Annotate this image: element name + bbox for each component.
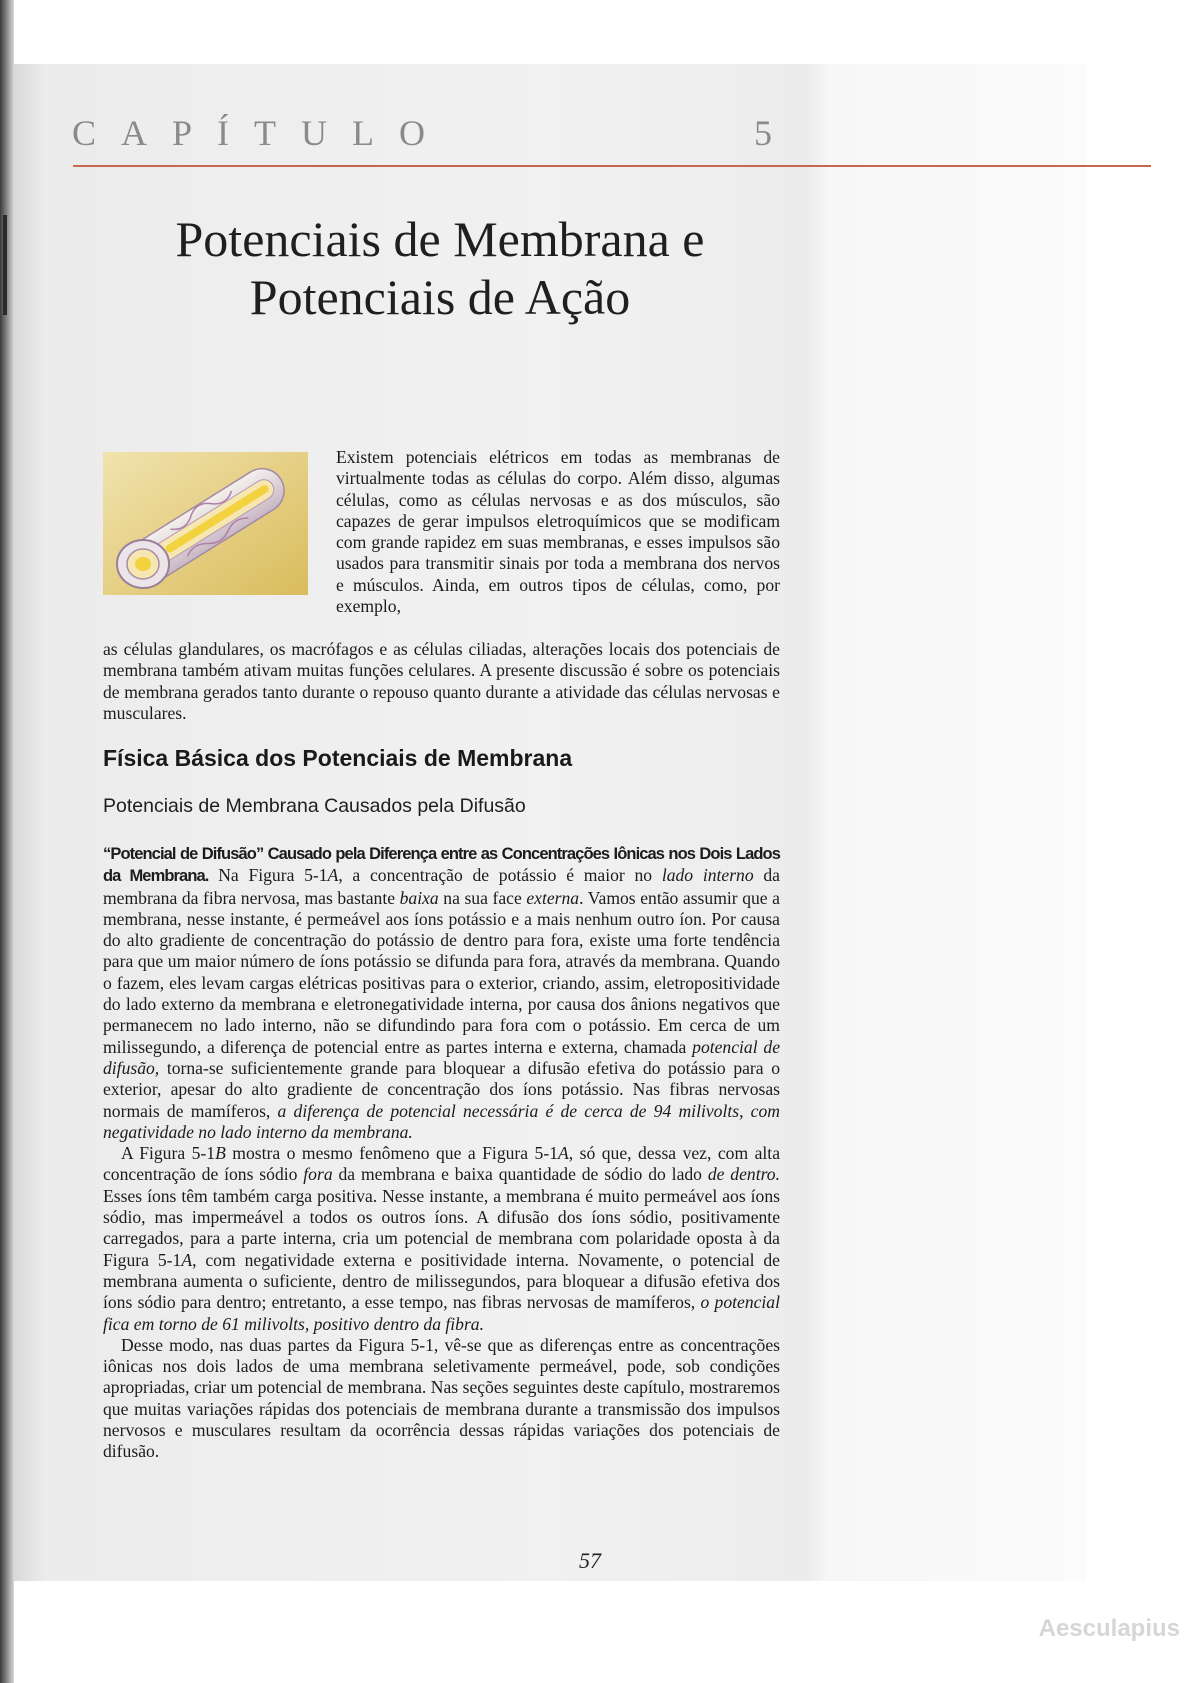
italic-span: fora [303, 1164, 333, 1185]
italic-span: potencial de difusão, [103, 1036, 780, 1078]
italic-span: A [327, 865, 339, 886]
text-span: da membrana da fibra nervosa, mas bastante [103, 865, 780, 908]
text-span: , só que, dessa vez, com alta concentração de íons sódio [103, 1143, 781, 1185]
paragraph-sodium [103, 1143, 780, 1335]
text-span: Na Figura 5-1 [208, 865, 328, 886]
chapter-rule [73, 165, 1151, 167]
chapter-word: CAPÍTULO [72, 113, 450, 153]
paragraph-summary: Desse modo, nas duas partes da Figura 5-1, vê-se que as diferenças entre as concentrações iônicas nos dois lados de uma membrana seletivamente permeável, pode, sob condições apropriadas, criar um potencial de membrana. Nas seções seguintes deste capítulo, mostraremos que muitas variações rápidas dos potenciais de membrana durante a transmissão dos impulsos nervosos e musculares resultam da ocorrência dessas rápidas variações dos potenciais de difusão. [103, 1334, 780, 1462]
text-span: , com negatividade externa e positividade interna. Novamente, o potencial de membrana aumenta o suficiente, dentro de milissegundos, para bloquear a difusão efetiva dos íons sódio para dentro; entretanto, a esse tempo, nas fibras nervosas de mamíferos, [103, 1249, 780, 1313]
italic-span: A [181, 1249, 193, 1270]
scan-edge-mark [3, 215, 7, 315]
text-span: . Vamos então assumir que a membrana, nesse instante, é permeável aos íons potássio e a mais nenhum outro íon. Por causa do alto gradiente de concentração do potássio de dentro para fora, existe uma forte tendência para que um maior número de íons potássio se difunda para fora, através da membrana. Quando o fazem, eles levam cargas elétricas positivas para o exterior, criando, assim, eletropositividade do lado externo da membrana e eletronegatividade interna, por causa dos ânions negativos que permanecem no lado interno, não se difundindo para fora com o potássio. Em cerca de um milissegundo, a diferença de potencial entre as partes interna e externa, chamada [103, 887, 780, 1057]
italic-span: externa [526, 887, 580, 908]
text-span: torna-se suficientemente grande para bloquear a difusão efetiva do potássio para o exterior, apesar do alto gradiente de concentração dos íons potássio. Nas fibras nervosas normais de mamíferos, [103, 1057, 780, 1121]
intro-side-text: Existem potenciais elétricos em todas as membranas de virtualmente todas as células do corpo. Além disso, algumas células, como as células nervosas e as dos músculos, são capazes de gerar impulsos eletroquímicos que se modificam com grande rapidez em suas membranas, e esses impulsos são usados para transmitir sinais por toda a membrana dos nervos e músculos. Ainda, em outros tipos de células, como, por exemplo, [336, 447, 780, 617]
italic-span: A [558, 1143, 569, 1164]
page-number: 57 [579, 1548, 601, 1573]
paragraph-diffusion-potential [103, 843, 780, 1143]
nerve-fiber-illustration [103, 452, 308, 595]
intro-paragraph-side [336, 447, 780, 617]
section-heading: Física Básica dos Potenciais de Membrana [103, 745, 573, 771]
text-span: da membrana e baixa quantidade de sódio do lado [332, 1164, 708, 1185]
italic-span: B [215, 1143, 226, 1164]
intro-paragraph-full [103, 639, 780, 724]
italic-span: de dentro. [707, 1164, 780, 1185]
watermark: Aesculapius [1038, 1615, 1180, 1642]
text-span: mostra o mesmo fenômeno que a Figura 5-1 [225, 1143, 558, 1164]
chapter-title [100, 210, 780, 326]
text-span: na sua face [438, 887, 527, 908]
italic-span: o potencial fica em torno de 61 milivolts, positivo dentro da fibra. [103, 1292, 780, 1334]
text-span: , a concentração de potássio é maior no [338, 865, 662, 886]
italic-span: baixa [399, 887, 439, 908]
runin-heading: “Potencial de Difusão” Causado pela Diferença entre as Concentrações Iônicas nos Dois Lados da Membrana. [103, 845, 780, 886]
italic-span: lado interno [661, 865, 754, 886]
italic-span: a diferença de potencial necessária é de cerca de 94 milivolts, com negatividade no lado interno da membrana. [103, 1100, 780, 1142]
nerve-fiber-icon [103, 452, 308, 595]
chapter-title-line-1: Potenciais de Membrana e [175, 211, 705, 267]
body-text [103, 843, 780, 1463]
chapter-title-line-2: Potenciais de Ação [249, 269, 631, 325]
section-subheading: Potenciais de Membrana Causados pela Difusão [103, 795, 526, 817]
intro-full-text: as células glandulares, os macrófagos e as células ciliadas, alterações locais dos potenciais de membrana também ativam muitas funções celulares. A presente discussão é sobre os potenciais de membrana gerados tanto durante o repouso quanto durante a atividade das células nervosas e musculares. [103, 639, 780, 723]
chapter-heading [72, 112, 772, 156]
text-span: Esses íons têm também carga positiva. Nesse instante, a membrana é muito permeável aos íons sódio, mas impermeável a todos os outros íons. A difusão dos íons sódio, positivamente carregados, para a parte interna, cria um potencial de membrana com polaridade oposta à da Figura 5-1 [103, 1185, 780, 1270]
chapter-number: 5 [754, 113, 772, 153]
text-span: A Figura 5-1 [121, 1143, 216, 1164]
